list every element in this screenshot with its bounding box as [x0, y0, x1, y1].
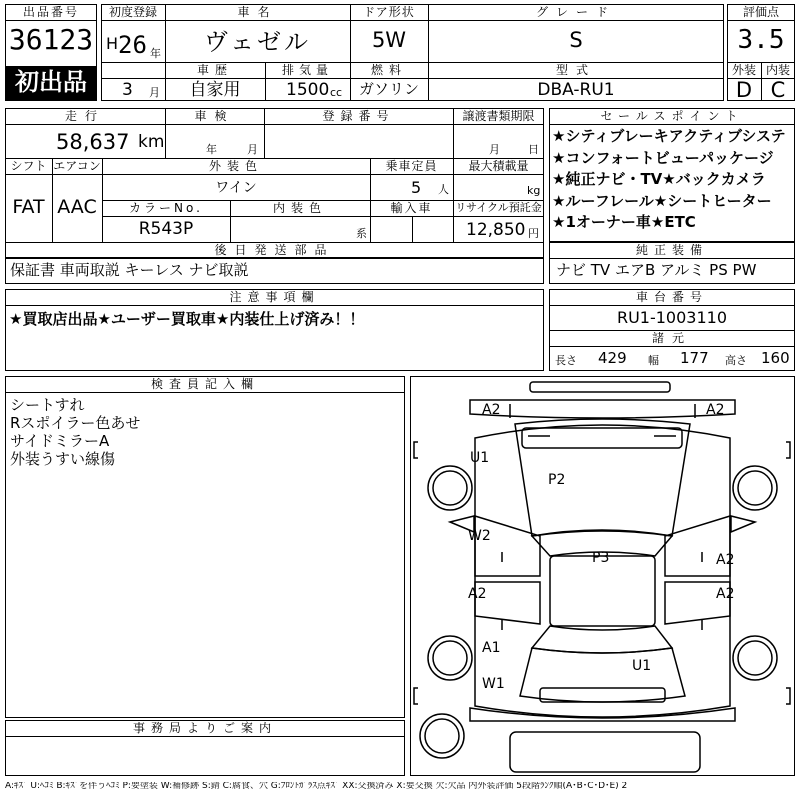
ext-color-label: 外装色 [208, 159, 263, 173]
first-reg-label: 初度登録 [108, 5, 157, 19]
fuel-label: 燃料 [370, 63, 407, 77]
mark-hood: P2 [548, 472, 566, 488]
displacement-unit: cc [330, 86, 343, 99]
front-grille [522, 428, 682, 448]
grade: S [569, 28, 583, 52]
width-label: 幅 [648, 354, 659, 367]
mark-front-left: A2 [482, 402, 501, 418]
lot-number-label: 出品番号 [22, 5, 79, 19]
mark-left-rear-door: A2 [468, 586, 487, 602]
mark-tailgate: U1 [632, 658, 652, 674]
office-label: 事務局よりご案内 [132, 721, 277, 735]
height: 160 [761, 349, 790, 367]
recycle-label: リサイクル預託金 [455, 201, 542, 214]
inspector-note: Rスポイラー色あせ [10, 414, 141, 432]
reg-no-label: 登録番号 [322, 109, 395, 123]
mark-left-front-door: W2 [468, 528, 491, 544]
inspection-month-unit: 月 [247, 143, 258, 156]
tailgate [520, 648, 685, 702]
displacement-label: 排気量 [281, 63, 333, 77]
int-color-unit: 系 [356, 227, 367, 240]
displacement: 1500 [286, 80, 330, 100]
right-rear-bracket [786, 688, 790, 704]
rear-window [532, 626, 672, 653]
shift-label: シフト [10, 159, 47, 173]
mark-front-right: A2 [706, 402, 725, 418]
year-unit: 年 [150, 47, 161, 60]
wheel-front-left [428, 466, 472, 510]
int-color-label: 内装色 [272, 201, 327, 215]
ext-color: ワイン [215, 180, 257, 196]
inspector-note: サイドミラーA [10, 432, 110, 450]
chassis-number: RU1-1003110 [616, 308, 728, 327]
door-label: ドア形状 [363, 5, 415, 19]
notes-label: 注意事項欄 [229, 290, 320, 304]
rear-bumper-outline [470, 708, 735, 721]
inspector-notes [10, 396, 140, 468]
model-code: DBA-RU1 [537, 80, 615, 100]
genuine-equipment: ナビ TV エアB アルミ PS PW [556, 261, 757, 279]
left-rear-bracket [414, 688, 418, 704]
chassis-label: 車台番号 [635, 290, 708, 304]
history-label: 車歴 [196, 63, 233, 77]
exterior-label: 外装 [731, 63, 756, 77]
inspection-label: 車検 [194, 109, 235, 123]
wheel-rear-left [428, 636, 472, 680]
sales-points-label: セールスポイント [600, 109, 744, 123]
max-load-label: 最大積載量 [468, 159, 529, 173]
specs-label: 諸元 [651, 331, 692, 345]
mileage-label: 走行 [64, 109, 105, 123]
later-parts-label: 後日発送部品 [214, 243, 335, 257]
roof [550, 556, 655, 626]
lot-number: 36123 [8, 23, 94, 56]
left-bracket [414, 442, 418, 458]
interior-label: 内装 [765, 63, 790, 77]
footer-legend: A:ｷｽﾞ U:ﾍｺﾐ B:ｷｽﾞを伴うﾍｺﾐ P:要塗装 W:補修跡 S:錆 C:腐食、穴 G:ﾌﾛﾝﾄｶﾞﾗｽ点ｷｽﾞ XX:交換済み X:要交換 欠:欠品 内外装評価 5段階ﾗﾝｸ順(A･B･C･D･E) 2 [5, 782, 628, 791]
sales-point: ★コンフォートビューパッケージ [552, 148, 774, 167]
inspector-note: 外装うすい線傷 [10, 450, 116, 468]
length: 429 [598, 349, 627, 367]
transfer-day-unit: 日 [528, 143, 539, 156]
month-unit: 月 [149, 86, 160, 99]
right-mirror-icon [731, 516, 755, 532]
front-bumper [530, 382, 670, 392]
inspector-note: シートすれ [10, 396, 85, 414]
sales-point: ★ルーフレール★シートヒーター [552, 191, 772, 210]
right-bracket [786, 442, 790, 458]
first-reg-month: 3 [122, 80, 133, 100]
width: 177 [680, 349, 709, 367]
transfer-label: 譲渡書類期限 [462, 109, 535, 123]
fuel: ガソリン [358, 80, 419, 98]
score: 3.5 [737, 25, 785, 55]
recycle-amount: 12,850 [466, 220, 526, 240]
door-type: 5W [371, 28, 407, 52]
mark-left-rear-quarter: A1 [482, 640, 501, 656]
mileage: 58,637 [56, 130, 130, 154]
color-no-label: カラーNo. [129, 201, 203, 215]
capacity: 5 [411, 178, 422, 197]
mark-right-rear-door: A2 [716, 586, 735, 602]
sales-points-list [552, 126, 794, 241]
capacity-unit: 人 [438, 183, 449, 196]
length-label: 長さ [555, 354, 577, 367]
vehicle-history: 自家用 [189, 80, 241, 100]
height-label: 高さ [725, 354, 747, 367]
transfer-month-unit: 月 [489, 143, 500, 156]
inspection-year-unit: 年 [206, 143, 217, 156]
model-label: 型式 [555, 63, 596, 77]
grade-label: グレード [535, 5, 616, 19]
sales-point: ★純正ナビ・TV★バックカメラ [552, 170, 766, 188]
genuine-label: 純正装備 [635, 243, 708, 257]
body-outline [475, 425, 730, 717]
car-name-label: 車名 [237, 5, 278, 19]
damage-diagram [410, 376, 795, 776]
sales-point: ★シティブレーキアクティブシステ [552, 127, 786, 145]
color-no: R543P [138, 219, 194, 239]
mark-right-front-door: A2 [716, 552, 735, 568]
interior-grade: C [770, 78, 786, 102]
shift: FAT [12, 196, 45, 218]
wheel-front-right [733, 466, 777, 510]
mileage-unit: km [138, 132, 165, 152]
mark-roof: P3 [592, 550, 610, 566]
score-label: 評価点 [742, 5, 779, 19]
mark-left-fender: U1 [470, 450, 490, 466]
aircon: AAC [57, 196, 97, 218]
capacity-label: 乗車定員 [385, 159, 438, 173]
later-parts: 保証書 車両取説 キーレス ナビ取説 [10, 261, 249, 279]
wheel-rear-right [733, 636, 777, 680]
sales-point: ★1オーナー車★ETC [552, 213, 696, 231]
car-name: ヴェゼル [203, 28, 312, 56]
notes: ★買取店出品★ユーザー買取車★内装仕上げ済み！！ [9, 310, 365, 328]
inspector-label: 検査員記入欄 [150, 377, 259, 391]
era: H [106, 34, 119, 53]
first-reg-year: 26 [118, 31, 147, 59]
first-listing-badge: 初出品 [6, 66, 96, 100]
spare-wheel [420, 714, 464, 758]
mark-left-rear-bottom: W1 [482, 676, 505, 692]
aircon-label: エアコン [53, 159, 101, 173]
import-label: 輸入車 [390, 201, 433, 215]
exterior-grade: D [735, 78, 753, 102]
recycle-unit: 円 [528, 227, 539, 240]
load-unit: kg [527, 184, 541, 197]
